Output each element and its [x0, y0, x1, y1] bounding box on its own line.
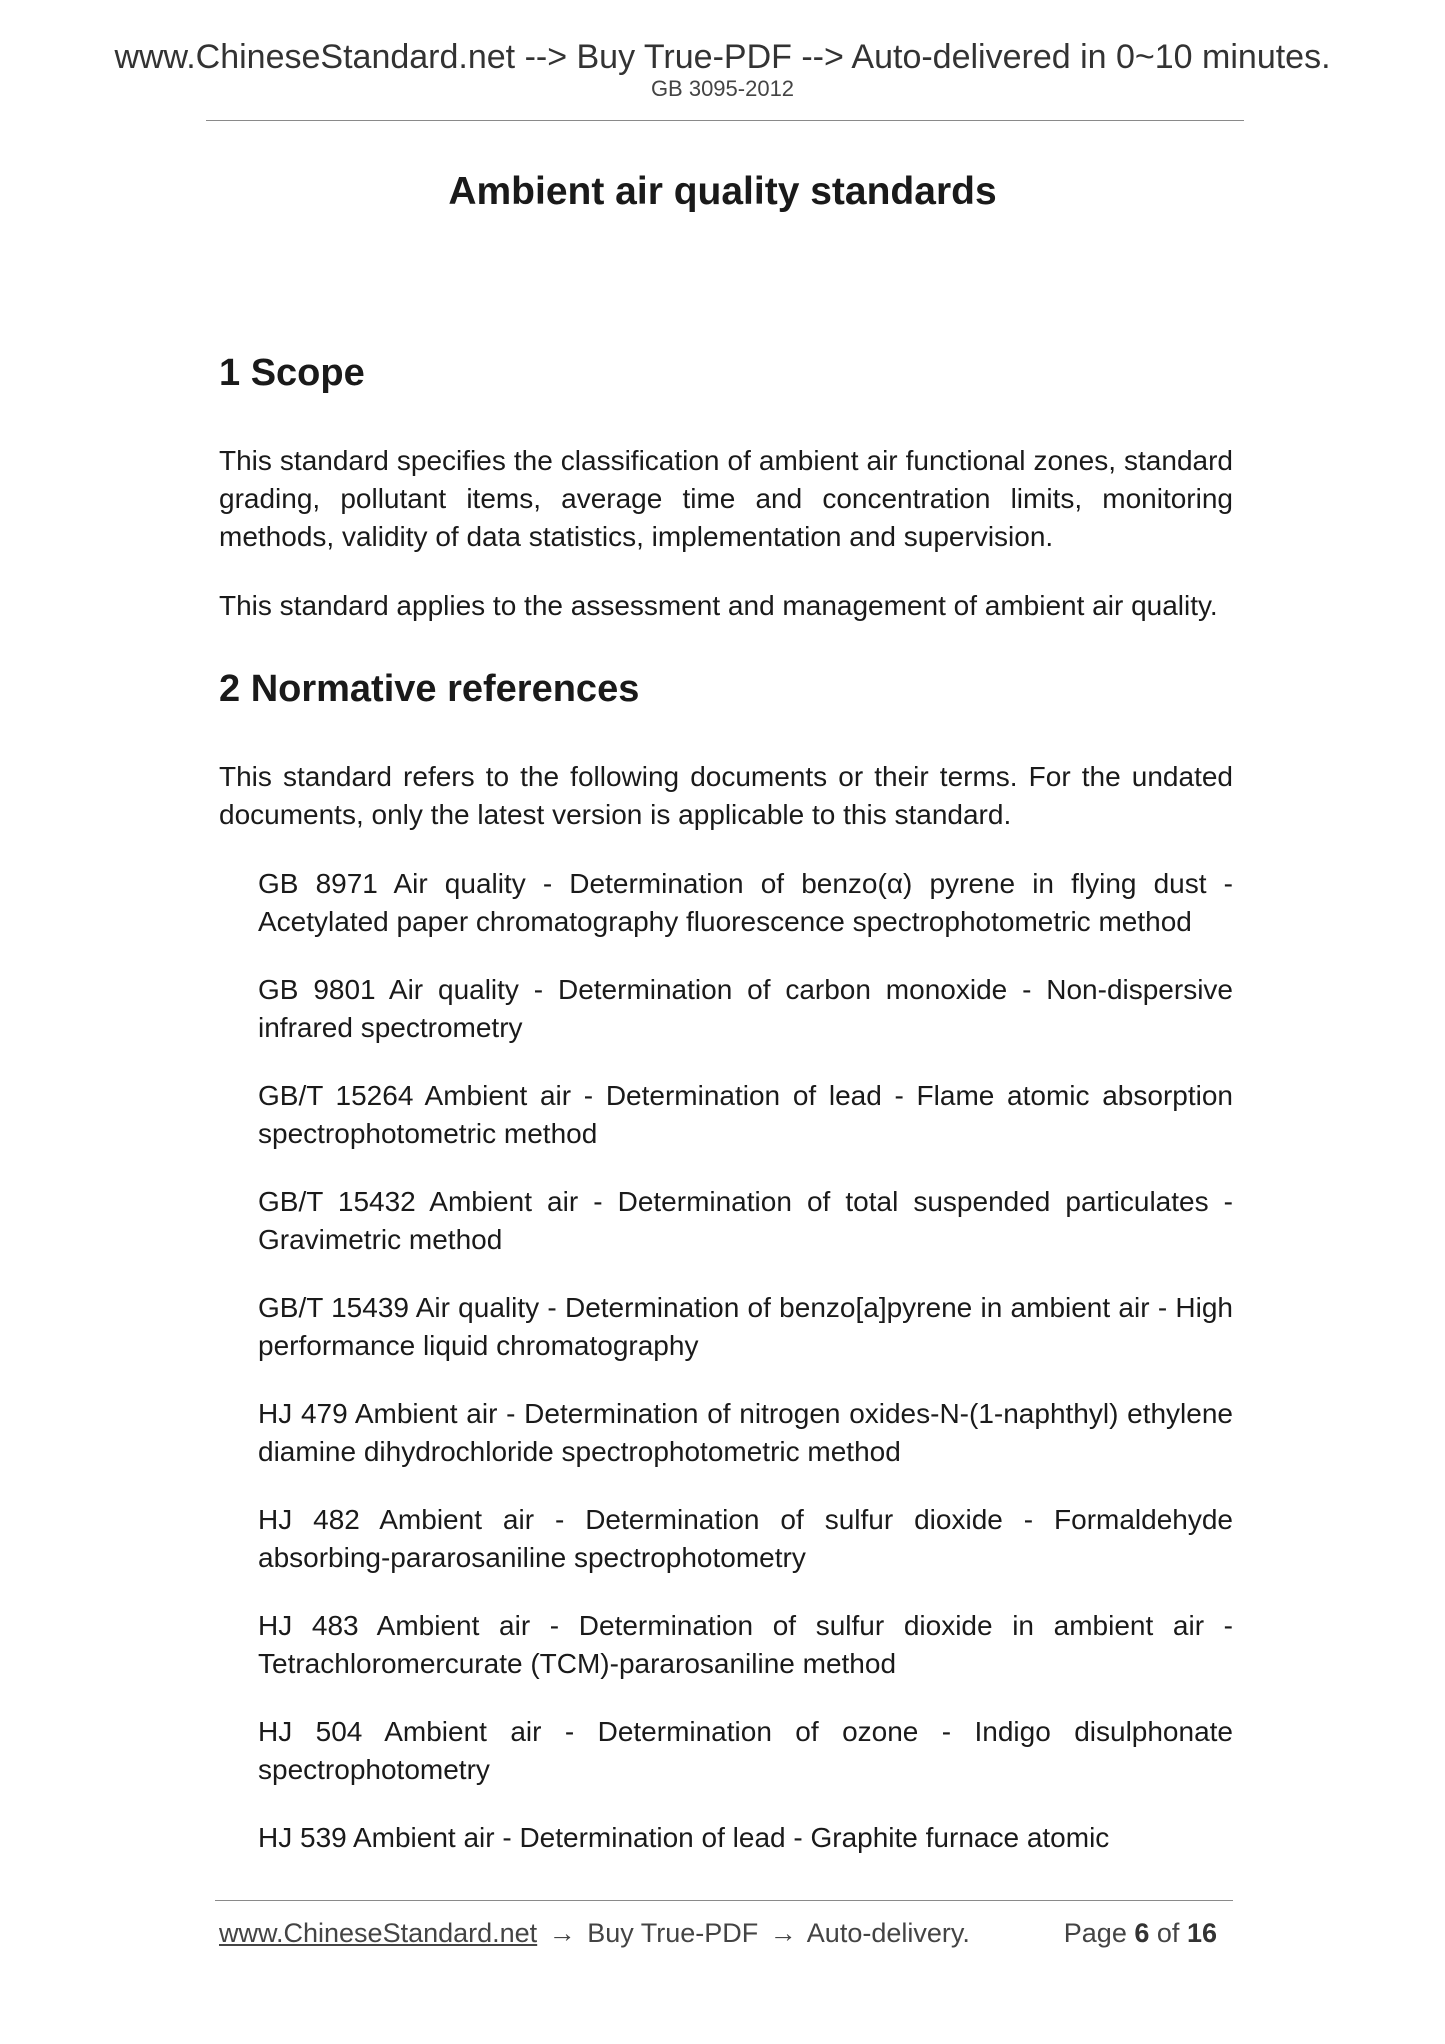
reference-item: HJ 504 Ambient air - Determination of ozone - Indigo disulphonate spectrophotometry	[258, 1716, 1233, 1785]
scope-paragraph-2: This standard applies to the assessment and management of ambient air quality.	[219, 590, 1218, 621]
page-title: Ambient air quality standards	[448, 170, 997, 213]
footer-divider	[215, 1900, 1233, 1901]
footer-site-link[interactable]: www.ChineseStandard.net	[219, 1918, 538, 1948]
footer-promo	[219, 1918, 970, 1949]
page-label: Page	[1063, 1918, 1127, 1948]
arrow-right-icon: →	[769, 1918, 797, 1948]
top-banner: www.ChineseStandard.net --> Buy True-PDF --> Auto-delivered in 0~10 minutes.	[114, 38, 1331, 76]
footer-delivery-text: Auto-delivery.	[806, 1918, 970, 1948]
reference-item: HJ 479 Ambient air - Determination of nitrogen oxides-N-(1-naphthyl) ethylene diamine dihydrochloride spectrophotometric method	[258, 1398, 1233, 1467]
normative-intro: This standard refers to the following documents or their terms. For the undated documents, only the latest version is applicable to this standard.	[219, 761, 1233, 830]
reference-list	[258, 865, 1233, 1887]
reference-item: GB/T 15432 Ambient air - Determination of total suspended particulates - Gravimetric method	[258, 1186, 1233, 1255]
scope-paragraph-1: This standard specifies the classification of ambient air functional zones, standard grading, pollutant items, average time and concentration limits, monitoring methods, validity of data statistics, implementation and supervision.	[219, 445, 1233, 552]
page-of: of	[1156, 1918, 1180, 1948]
page-current: 6	[1134, 1918, 1150, 1948]
reference-item: GB 8971 Air quality - Determination of benzo(α) pyrene in flying dust - Acetylated paper chromatography fluorescence spectrophotometric method	[258, 868, 1233, 937]
reference-item: GB/T 15439 Air quality - Determination of benzo[a]pyrene in ambient air - High performance liquid chromatography	[258, 1292, 1233, 1361]
reference-item: HJ 482 Ambient air - Determination of sulfur dioxide - Formaldehyde absorbing-pararosaniline spectrophotometry	[258, 1504, 1233, 1573]
page-number	[1064, 1918, 1217, 1949]
header-divider	[206, 120, 1244, 121]
document-code: GB 3095-2012	[650, 76, 795, 101]
page-total: 16	[1186, 1918, 1217, 1948]
reference-item: HJ 483 Ambient air - Determination of sulfur dioxide in ambient air - Tetrachloromercurate (TCM)-pararosaniline method	[258, 1610, 1233, 1679]
section-heading-normative-references: 2 Normative references	[219, 668, 640, 710]
reference-item: GB 9801 Air quality - Determination of carbon monoxide - Non-dispersive infrared spectrometry	[258, 974, 1233, 1043]
footer-buy-text: Buy True-PDF	[587, 1918, 759, 1948]
reference-item: GB/T 15264 Ambient air - Determination of lead - Flame atomic absorption spectrophotometric method	[258, 1080, 1233, 1149]
reference-item: HJ 539 Ambient air - Determination of lead - Graphite furnace atomic	[258, 1822, 1110, 1853]
section-heading-scope: 1 Scope	[219, 352, 365, 394]
arrow-right-icon: →	[548, 1918, 576, 1948]
